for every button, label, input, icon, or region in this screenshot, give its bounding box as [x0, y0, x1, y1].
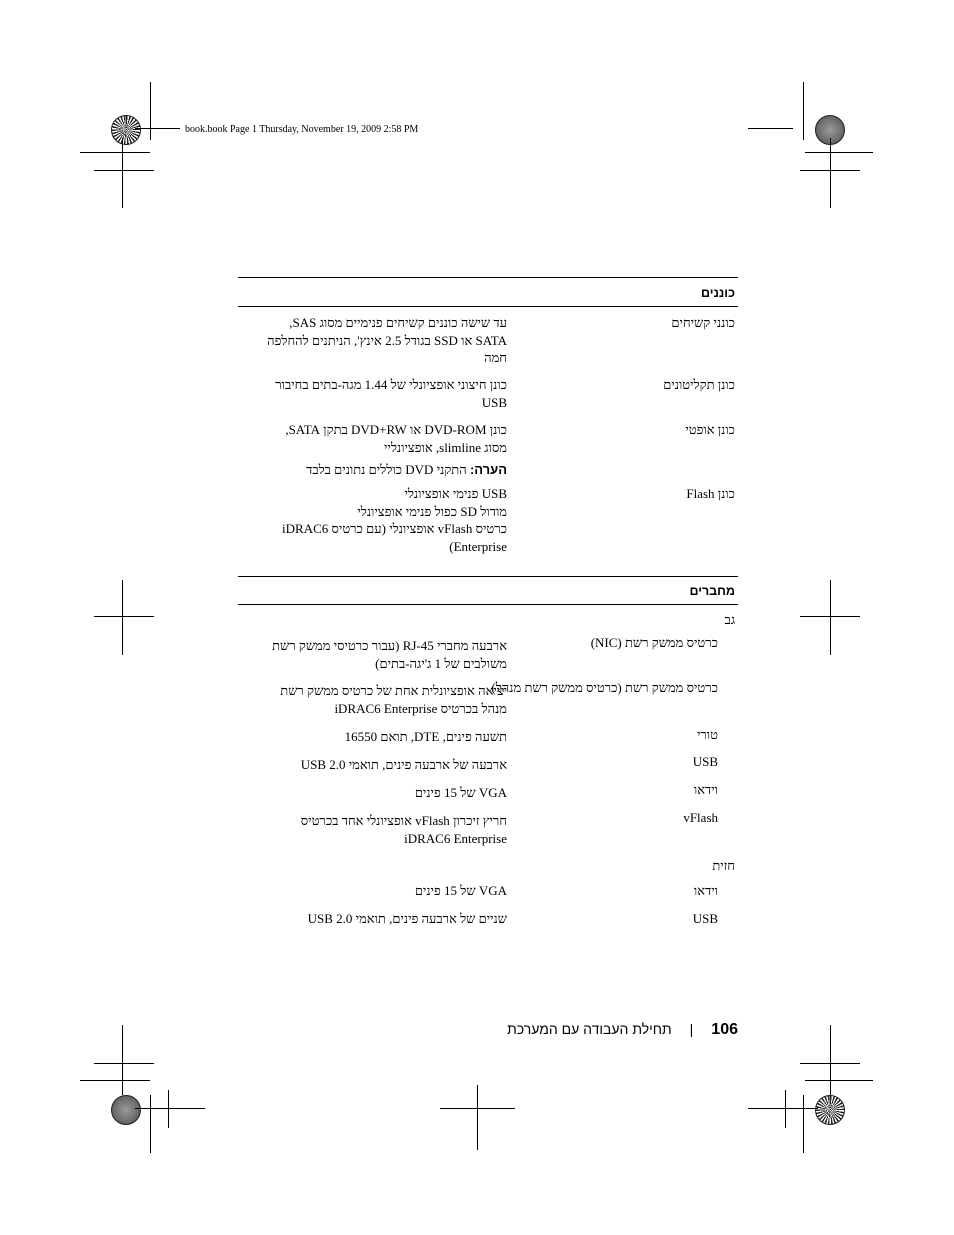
spec-label: USB	[692, 754, 718, 769]
crop-line	[94, 170, 154, 171]
spec-value-line: שניים של ארבעה פינים, תואמי USB 2.0	[307, 911, 507, 926]
spec-label: כונן אופטי	[685, 422, 735, 437]
subsection-label-back: גב	[724, 612, 735, 627]
crop-circle-icon	[815, 1095, 845, 1125]
spec-value	[237, 910, 507, 928]
spec-value-line: Enterprise)	[449, 538, 507, 554]
spec-value-line: מנהל בכרטיס iDRAC6 Enterprise	[334, 700, 507, 716]
spec-label: וידאו	[693, 883, 718, 898]
crop-line	[785, 1090, 786, 1128]
crop-line	[800, 1063, 860, 1064]
spec-value-line: חמה	[484, 350, 507, 365]
crop-line	[122, 1025, 123, 1095]
crop-line	[748, 1108, 818, 1109]
crop-line	[122, 580, 123, 655]
spec-value-line: משולבים של 1 ג'יגה-בתים)	[375, 655, 507, 671]
spec-value	[237, 728, 507, 746]
spec-value-line: מודול SD כפול פנימי אופציונלי	[357, 503, 507, 519]
subsection-label-front: חזית	[712, 858, 735, 873]
section-heading-drives: כוננים	[701, 286, 735, 300]
crop-line	[150, 1095, 151, 1153]
spec-value-line: VGA של 15 פינים	[414, 785, 507, 800]
spec-value-line: כונן DVD-ROM או DVD+RW בתקן SATA,	[285, 422, 507, 437]
crop-line	[830, 138, 831, 208]
section-rule	[238, 604, 738, 605]
spec-value-line: מסוג slimline, אופציונליי	[384, 439, 507, 455]
spec-label: כונן תקליטונים	[663, 377, 735, 392]
chapter-title: תחילת העבודה עם המערכת	[507, 1021, 672, 1037]
spec-label: כונן Flash	[686, 486, 735, 501]
note	[306, 462, 507, 478]
page-footer	[507, 1021, 738, 1039]
spec-value-line: חריץ זיכרון vFlash אופציונלי אחד בכרטיס	[300, 813, 507, 828]
spec-value-line: כרטיס vFlash אופציונלי (עם כרטיס iDRAC6	[282, 521, 507, 536]
spec-value	[237, 376, 507, 411]
spec-value-line: תשעה פינים, DTE, תואם 16550	[344, 729, 507, 744]
spec-label: כרטיס ממשק רשת (כרטיס ממשק רשת מנהל)	[491, 680, 718, 695]
crop-line	[830, 580, 831, 655]
section-rule	[238, 277, 738, 278]
footer-separator: |	[689, 1021, 694, 1037]
spec-label: vFlash	[683, 810, 718, 825]
crop-line	[135, 1108, 205, 1109]
note-label: הערה:	[469, 462, 507, 477]
crop-line	[122, 138, 123, 208]
spec-value	[237, 882, 507, 900]
spec-value-line: VGA של 15 פינים	[414, 883, 507, 898]
page-number: 106	[711, 1021, 738, 1038]
crop-line	[440, 1108, 515, 1109]
print-header: book.book Page 1 Thursday, November 19, 2009 2:58 PM	[185, 124, 419, 135]
spec-label: וידאו	[693, 782, 718, 797]
crop-line	[803, 1095, 804, 1153]
spec-label: USB	[692, 911, 718, 926]
crop-line	[168, 1090, 169, 1128]
section-rule	[238, 576, 738, 577]
spec-label: טורי	[697, 727, 718, 742]
spec-value	[237, 421, 507, 456]
spec-value-line: יציאה אופציונלית אחת של כרטיס ממשק רשת	[280, 683, 507, 698]
section-rule	[238, 306, 738, 307]
spec-value-line: USB	[481, 394, 507, 410]
spec-value	[237, 314, 507, 367]
spec-value-line: עד שישה כוננים קשיחים פנימיים מסוג SAS,	[289, 315, 507, 330]
crop-line	[94, 616, 154, 617]
crop-line	[135, 128, 180, 129]
spec-label: כרטיס ממשק רשת (NIC)	[590, 635, 718, 650]
crop-line	[748, 128, 793, 129]
crop-line	[805, 1080, 873, 1081]
crop-line	[830, 1025, 831, 1095]
crop-line	[800, 616, 860, 617]
crop-circle-icon	[111, 1095, 141, 1125]
crop-line	[80, 152, 150, 153]
spec-value	[237, 637, 507, 672]
spec-value	[237, 812, 507, 847]
crop-line	[805, 152, 873, 153]
spec-value	[237, 682, 507, 717]
spec-value	[237, 784, 507, 802]
spec-value-line: כונן חיצוני אופציונלי של 1.44 מגה-בתים בחיבור	[275, 377, 507, 392]
section-heading-ports: מחברים	[689, 584, 735, 598]
spec-label: כונני קשיחים	[671, 315, 735, 330]
spec-value-line: iDRAC6 Enterprise	[404, 830, 507, 846]
spec-value-line: SATA או SSD בגודל 2.5 אינץ', הניתנים להחלפה	[267, 332, 507, 348]
crop-circle-icon	[111, 115, 141, 145]
crop-line	[477, 1085, 478, 1150]
note-text: התקני DVD כוללים נתונים בלבד	[306, 462, 467, 477]
spec-value-line: ארבעה מחברי RJ-45 (עבור כרטיסי ממשק רשת	[272, 638, 507, 653]
spec-value	[237, 485, 507, 555]
crop-line	[80, 1080, 150, 1081]
spec-value-line: ארבעה של ארבעה פינים, תואמי USB 2.0	[300, 757, 507, 772]
crop-line	[94, 1063, 154, 1064]
crop-line	[803, 82, 804, 140]
spec-value	[237, 756, 507, 774]
crop-line	[150, 82, 151, 140]
spec-value-line: USB פנימי אופציונלי	[404, 486, 507, 501]
crop-line	[800, 170, 860, 171]
